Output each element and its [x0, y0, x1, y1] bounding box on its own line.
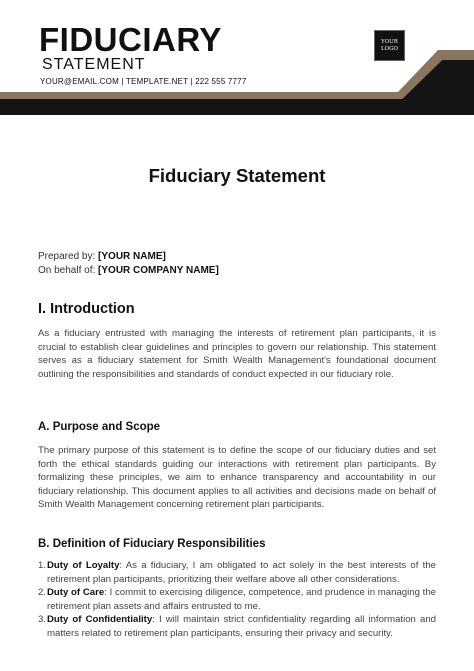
list-item	[38, 586, 436, 613]
list-item-text: : I commit to exercising diligence, competence, and prudence in managing the retirement plan assets and affairs entrusted to me.	[47, 587, 437, 612]
brand-contact: YOUR@EMAIL.COM | TEMPLATE.NET | 222 555 7777	[40, 77, 247, 86]
introduction-text: As a fiduciary entrusted with managing the interests of retirement plan participants, it is crucial to establish clear guidelines and principles to govern our relationship. This statement serves as a fiduciary statement for Smith Wealth Management's foundational document outlining the responsibilities and standards of conduct expected in our fiduciary role.	[38, 328, 436, 380]
brand-subtitle: STATEMENT	[42, 56, 146, 73]
definition-heading: B. Definition of Fiduciary Responsibilities	[38, 538, 266, 550]
list-item	[38, 613, 436, 640]
purpose-heading: A. Purpose and Scope	[38, 421, 161, 433]
prepared-by-label: Prepared by:	[38, 251, 96, 262]
prepared-by-value: [YOUR NAME]	[98, 251, 166, 262]
prepared-by-line	[38, 251, 166, 263]
logo-placeholder: YOUR LOGO	[374, 30, 405, 61]
list-item-term: Duty of Care	[47, 587, 105, 599]
list-item	[38, 559, 436, 586]
purpose-text: The primary purpose of this statement is to define the scope of our fiduciary duties and set forth the ethical standards guiding our interactions with retirement plan participants. By formalizing these principles, we aim to enhance transparency and accountability in our fiduciary relationship. This document applies to all activities and decisions made on behalf of Smith Wealth Management concerning retirement plan participants.	[38, 445, 436, 511]
list-item-number: 1.	[38, 560, 47, 571]
on-behalf-value: [YOUR COMPANY NAME]	[98, 265, 219, 276]
document-title: Fiduciary Statement	[148, 165, 326, 186]
responsibilities-list	[38, 559, 436, 641]
list-item-text: : As a fiduciary, I am obligated to act solely in the best interests of the retirement plan participants, prioritizing their welfare above all other considerations.	[47, 560, 436, 585]
list-item-term: Duty of Loyalty	[47, 560, 120, 571]
list-item-text: : I will maintain strict confidentiality regarding all information and matters related to retirement plan participants, ensuring their privacy and security.	[47, 614, 436, 639]
header-banner	[0, 0, 474, 115]
on-behalf-line	[38, 265, 219, 277]
brand-title: FIDUCIARY	[39, 21, 222, 58]
on-behalf-label: On behalf of:	[38, 265, 96, 276]
list-item-number: 2.	[38, 587, 47, 599]
list-item-number: 3.	[38, 614, 47, 626]
list-item-term: Duty of Confidentiality	[47, 614, 153, 626]
introduction-heading: I. Introduction	[38, 301, 135, 317]
